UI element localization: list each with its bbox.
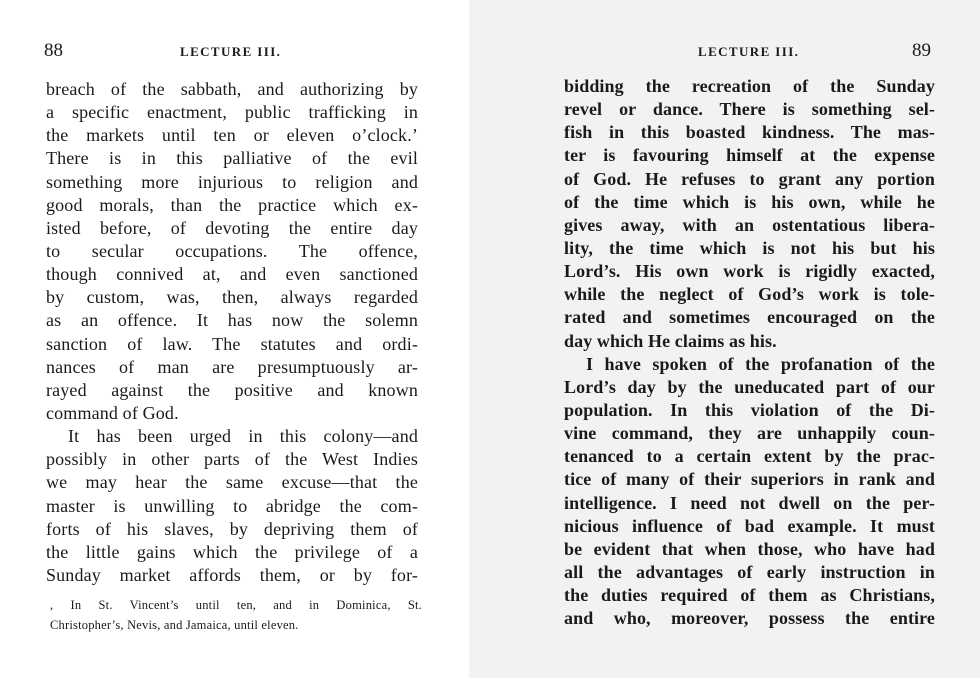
text-line: population. In this violation of the Di- [564,399,935,420]
right-page-body [564,75,935,630]
text-line: intelligence. I need not dwell on the per- [564,492,935,513]
text-line: gives away, with an ostentatious libera- [564,214,935,235]
text-line: something more injurious to religion and [46,171,418,192]
text-line: nances of man are presumptuously ar- [46,356,418,377]
left-page-body [46,78,418,587]
text-line: Lord’s. His own work is rigidly exacted, [564,261,935,282]
text-line: the little gains which the privilege of a [46,541,418,562]
text-line: bidding the recreation of the Sunday [564,76,935,96]
text-line: tice of many of their superiors in rank and [564,469,935,490]
text-line: master is unwilling to abridge the com- [46,495,418,516]
text-line: possibly in other parts of the West Indies [46,449,418,470]
text-line: we may hear the same excuse—that the [46,472,418,493]
right-running-head: LECTURE III. [698,44,800,59]
text-line: though connived at, and even sanctioned [46,264,418,285]
text-line: day which He claims as his. [564,330,777,351]
footnote-line: Christopher’s, Nevis, and Jamaica, until eleven. [50,618,299,632]
text-line: There is in this palliative of the evil [46,148,418,169]
text-line: rated and sometimes encouraged on the [564,307,935,328]
text-line: vine command, they are unhappily coun- [564,423,935,444]
text-line: nicious influence of bad example. It must [564,515,935,536]
text-line: all the advantages of early instruction in [564,561,935,582]
text-line: of the time which is his own, while he [564,191,935,212]
left-page-number: 88 [44,40,63,61]
text-line: sanction of law. The statutes and ordi- [46,333,418,354]
left-running-head: LECTURE III. [180,44,282,59]
text-line: It has been urged in this colony—and [68,426,418,447]
right-page-number: 89 [912,40,931,61]
left-page [0,0,470,678]
left-page-header [0,40,470,64]
text-line: isted before, of devoting the entire day [46,217,418,238]
text-line: as an offence. It has now the solemn [46,310,418,331]
text-line: the markets until ten or eleven o’clock.’ [46,125,418,146]
footnote-line: , In St. Vincent’s until ten, and in Dominica, St. [50,598,422,612]
text-line: lity, the time which is not his but his [564,237,935,258]
text-line: rayed against the positive and known [46,379,418,400]
text-line: forts of his slaves, by depriving them of [46,518,418,539]
text-line: I have spoken of the profanation of the [586,353,935,374]
text-line: tenanced to a certain extent by the prac- [564,446,935,467]
text-line: ter is favouring himself at the expense [564,145,935,166]
text-line: by custom, was, then, always regarded [46,287,418,308]
text-line: fish in this boasted kindness. The mas- [564,122,935,143]
text-line: to secular occupations. The offence, [46,240,418,261]
text-line: and who, moreover, possess the entire [564,608,935,629]
text-line: be evident that when those, who have had [564,538,935,559]
text-line: a specific enactment, public trafficking in [46,102,418,123]
text-line: Sunday market affords them, or by for- [46,564,418,585]
text-line: Lord’s day by the uneducated part of our [564,376,935,397]
text-line: while the neglect of God’s work is tole- [564,284,935,305]
text-line: revel or dance. There is something sel- [564,99,935,120]
text-line: the duties required of them as Christians, [564,585,935,606]
footnote [50,595,422,635]
text-line: of God. He refuses to grant any portion [564,168,935,189]
text-line: good morals, than the practice which ex- [46,194,418,215]
text-line: command of God. [46,402,179,423]
text-line: breach of the sabbath, and authorizing by [46,79,418,99]
right-page-header [470,40,980,64]
